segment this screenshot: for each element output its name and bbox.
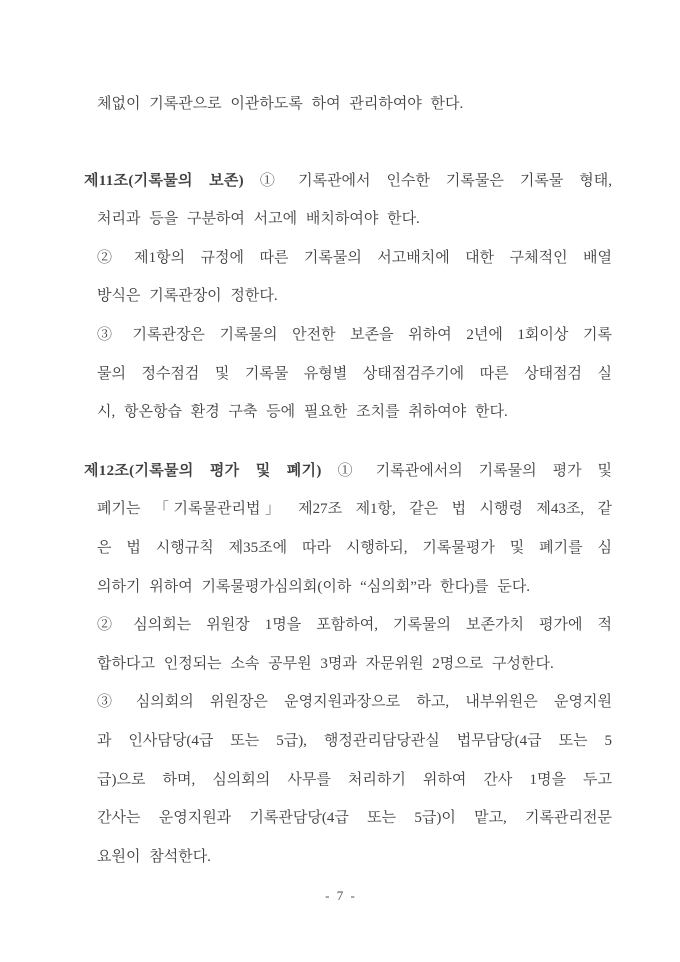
body-line: 체없이 기록관으로 이관하도록 하여 관리하여야 한다. bbox=[97, 96, 464, 112]
body-line: 물의 정수점검 및 기록물 유형별 상태점검주기에 따른 상태점검 실 bbox=[97, 365, 612, 382]
body-line: 합하다고 인정되는 소속 공무원 3명과 자문위원 2명으로 구성한다. bbox=[97, 655, 554, 672]
article-11-heading: 제11조(기록물의 보존) bbox=[84, 172, 244, 189]
body-line: 방식은 기록관장이 정한다. bbox=[97, 288, 278, 305]
body-line: 폐기는 「기록물관리법」 제27조 제1항, 같은 법 시행령 제43조, 같 bbox=[97, 501, 612, 518]
article-12-heading-line bbox=[84, 452, 612, 491]
body-line: 과 인사담당(4급 또는 5급), 행정관리담당관실 법무담당(4급 또는 5 bbox=[97, 732, 612, 749]
body-line: 요원이 참석한다. bbox=[97, 848, 211, 865]
body-line: ③ 심의회의 위원장은 운영지원과장으로 하고, 내부위원은 운영지원 bbox=[97, 694, 612, 711]
body-line: 은 법 시행규칙 제35조에 따라 시행하되, 기록물평가 및 폐기를 심 bbox=[97, 539, 612, 556]
body-line: 급)으로 하며, 심의회의 사무를 처리하기 위하여 간사 1명을 두고 bbox=[97, 771, 612, 788]
body-line: 처리과 등을 구분하여 서고에 배치하여야 한다. bbox=[97, 211, 420, 228]
body-line: ② 심의회는 위원장 1명을 포함하여, 기록물의 보존가치 평가에 적 bbox=[97, 617, 612, 634]
article-12-heading-rest: ① 기록관에서의 기록물의 평가 및 bbox=[337, 462, 613, 479]
article-12 bbox=[84, 452, 612, 877]
article-11-heading-rest: ① 기록관에서 인수한 기록물은 기록물 형태, bbox=[259, 172, 613, 189]
body-line: 시, 항온항습 환경 구축 등에 필요한 조치를 취하여야 한다. bbox=[97, 404, 508, 421]
article-11 bbox=[84, 162, 612, 432]
page-number: - 7 - bbox=[325, 888, 355, 903]
body-line: 의하기 위하여 기록물평가심의회(이하 “심의회”라 한다)를 둔다. bbox=[97, 578, 531, 595]
article-12-heading: 제12조(기록물의 평가 및 폐기) bbox=[84, 462, 322, 479]
body-line: ② 제1항의 규정에 따른 기록물의 서고배치에 대한 구체적인 배열 bbox=[97, 249, 612, 266]
body-line: ③ 기록관장은 기록물의 안전한 보존을 위하여 2년에 1회이상 기록 bbox=[97, 326, 612, 343]
continuation-paragraph bbox=[84, 85, 612, 124]
body-line: 간사는 운영지원과 기록관담당(4급 또는 5급)이 맡고, 기록관리전문 bbox=[97, 810, 612, 827]
document-body bbox=[84, 85, 612, 876]
article-11-heading-line bbox=[84, 162, 612, 201]
